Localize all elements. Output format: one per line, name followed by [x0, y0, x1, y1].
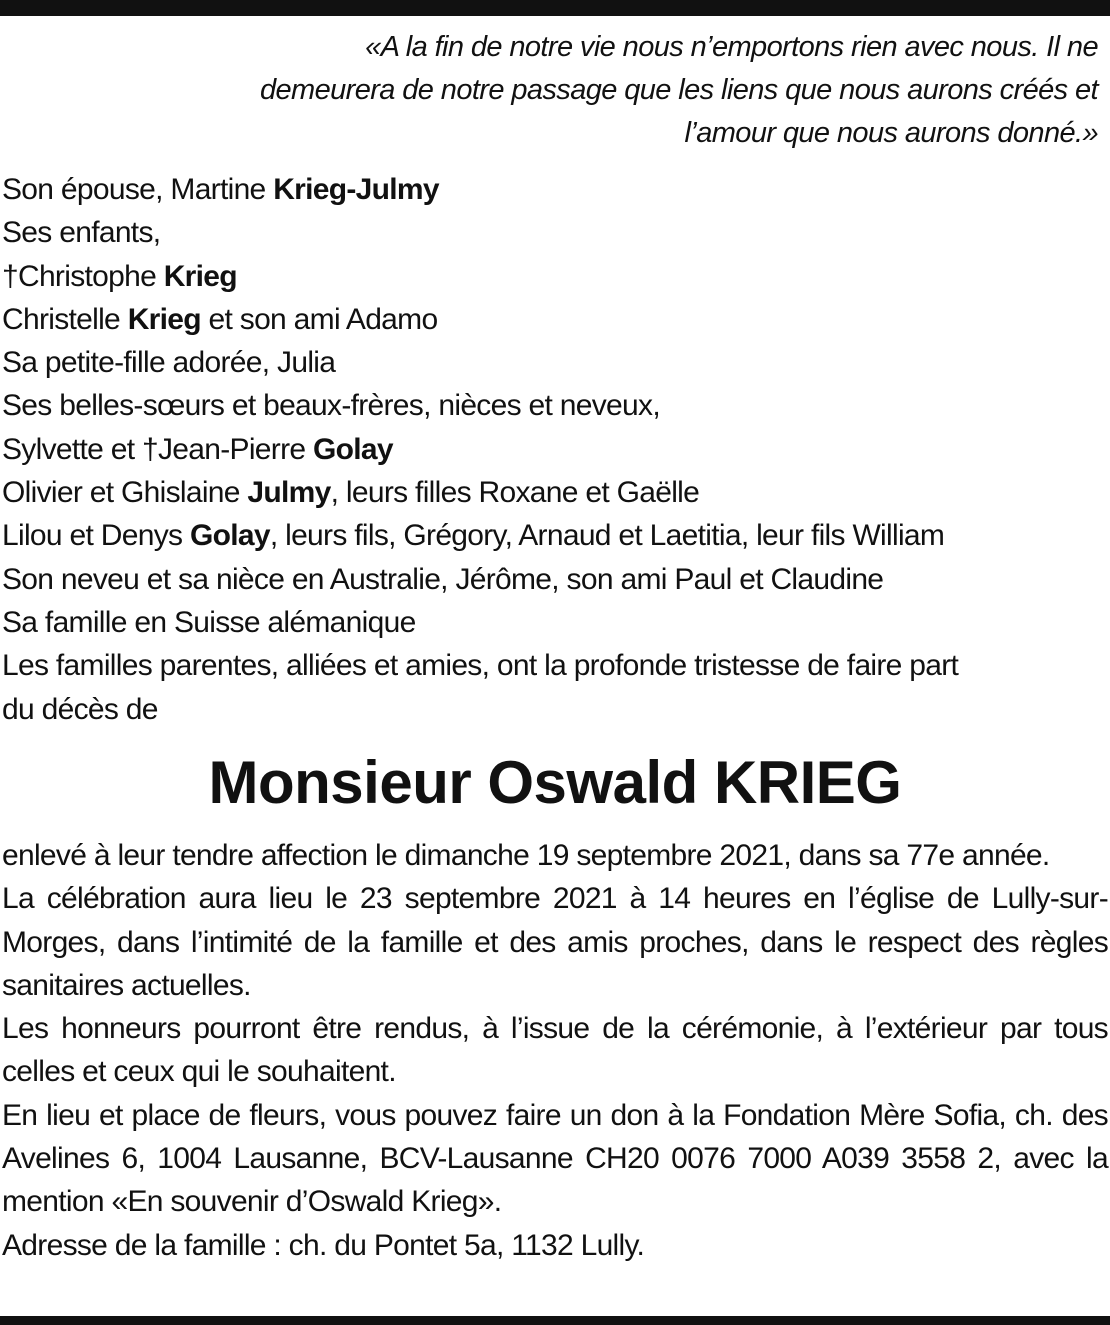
deceased-name: Monsieur Oswald KRIEG — [208, 749, 902, 816]
family-line — [2, 384, 1108, 427]
top-rule — [0, 0, 1110, 16]
family-line-text: Son épouse, Martine — [2, 173, 274, 206]
detail-paragraph: La célébration aura lieu le 23 septembre 2021 à 14 heures en l’église de Lully-sur-Morges, dans l’intimité de la famille et des amis proches, dans le respect des règles sanitaires actuelles. — [2, 882, 1108, 1002]
family-line-text: du décès de — [2, 692, 158, 726]
family-line — [2, 341, 1108, 384]
family-list — [2, 168, 1108, 731]
family-line — [2, 255, 1108, 298]
family-line — [2, 428, 1108, 471]
family-surname: Golay — [189, 519, 270, 553]
family-line-text: Sylvette et †Jean-Pierre — [2, 432, 313, 466]
family-line-text: Lilou et Denys — [2, 519, 190, 553]
family-line-text: Christelle — [2, 302, 128, 336]
detail-paragraph: enlevé à leur tendre affection le dimanche 19 septembre 2021, dans sa 77e année. — [2, 839, 1050, 872]
family-line — [2, 211, 1108, 254]
family-line — [2, 514, 1108, 557]
family-line-text: Ses belles-sœurs et beaux-frères, nièces et neveux, — [2, 389, 660, 423]
family-line — [2, 168, 1108, 211]
detail-paragraph: Les honneurs pourront être rendus, à l’issue de la cérémonie, à l’extérieur par tous celles et ceux qui le souhaitent. — [2, 1012, 1108, 1089]
detail-paragraph: En lieu et place de fleurs, vous pouvez faire un don à la Fondation Mère Sofia, ch. des Avelines 6, 1004 Lausanne, BCV-Lausanne CH20 0076 7000 A039 3558 2, avec la mention «En souvenir d’Oswald Krieg». — [2, 1098, 1108, 1219]
family-line-text: Sa famille en Suisse alémanique — [2, 605, 416, 639]
bottom-rule — [0, 1316, 1110, 1325]
family-surname: Krieg-Julmy — [273, 173, 439, 206]
family-line — [2, 558, 1108, 601]
notice-details — [2, 834, 1108, 1267]
family-line-text: , leurs filles Roxane et Gaëlle — [330, 476, 700, 510]
family-line-text: , leurs fils, Grégory, Arnaud et Laetitia, leur fils William — [269, 519, 945, 553]
family-line-text: Olivier et Ghislaine — [2, 476, 248, 510]
family-line-text: †Christophe — [2, 259, 164, 293]
family-line — [2, 601, 1108, 644]
family-line — [2, 471, 1108, 514]
family-line-text: Sa petite-fille adorée, Julia — [2, 346, 336, 380]
family-line-text: Son neveu et sa nièce en Australie, Jérôme, son ami Paul et Claudine — [2, 562, 884, 596]
family-surname: Golay — [313, 432, 393, 466]
family-line — [2, 298, 1108, 341]
family-line-text: Les familles parentes, alliées et amies, ont la profonde tristesse de faire part — [2, 649, 959, 683]
family-line-text: Ses enfants, — [2, 216, 161, 250]
family-line-text: et son ami Adamo — [200, 302, 438, 336]
family-surname: Krieg — [163, 259, 237, 293]
family-line — [2, 644, 1108, 687]
family-line — [2, 688, 1108, 731]
family-surname: Julmy — [247, 476, 331, 510]
family-surname: Krieg — [127, 302, 201, 336]
epigraph-quote: «A la fin de notre vie nous n’emportons rien avec nous. Il ne demeurera de notre passage que les liens que nous aurons créés et l’amour que nous aurons donné.» — [259, 31, 1098, 149]
detail-paragraph: Adresse de la famille : ch. du Pontet 5a, 1132 Lully. — [2, 1228, 645, 1262]
